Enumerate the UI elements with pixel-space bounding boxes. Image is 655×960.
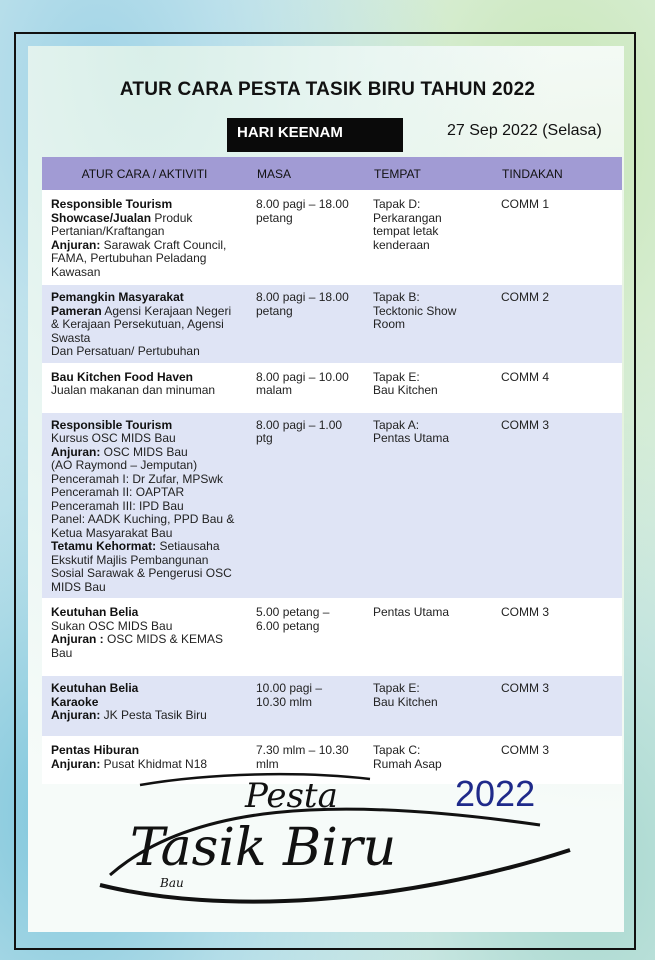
activity-line xyxy=(51,252,239,266)
activity-line xyxy=(51,709,239,723)
cell-action: COMM 1 xyxy=(492,191,622,284)
time-line: malam xyxy=(256,383,293,397)
place-line: Bau Kitchen xyxy=(373,383,438,397)
activity-line xyxy=(51,266,239,280)
time-line: 7.30 mlm – 10.30 xyxy=(256,743,349,757)
activity-line xyxy=(51,696,239,710)
activity-text-rest: Pusat Khidmat N18 xyxy=(100,756,208,771)
place-line: Tapak E: xyxy=(373,681,420,695)
cell-activity xyxy=(42,675,247,737)
cell-activity xyxy=(42,191,247,284)
activity-line xyxy=(51,198,239,212)
activity-text: Responsible Tourism xyxy=(51,417,173,432)
activity-text: Ekskutif Majlis Pembangunan xyxy=(51,552,209,567)
time-line: mlm xyxy=(256,756,279,771)
activity-text: MIDS Bau xyxy=(51,579,106,594)
activity-text: Penceramah I: Dr Zufar, MPSwk xyxy=(51,471,224,486)
activity-line xyxy=(51,606,239,620)
activity-text: Anjuran: xyxy=(51,756,101,771)
place-line: Tapak C: xyxy=(373,743,421,757)
time-line: 5.00 petang – xyxy=(256,605,330,619)
activity-text: FAMA, Pertubuhan Peladang xyxy=(51,251,207,265)
activity-line xyxy=(51,633,239,647)
activity-text-rest: Agensi Kerajaan Negeri xyxy=(101,303,232,318)
place-line: tempat letak xyxy=(373,224,439,238)
activity-text: Keutuhan Belia xyxy=(51,681,139,695)
time-line: 8.00 pagi – 18.00 xyxy=(256,197,349,211)
place-line: Bau Kitchen xyxy=(373,694,438,709)
activity-line xyxy=(51,384,239,398)
activity-line xyxy=(51,446,239,460)
activity-line xyxy=(51,513,239,527)
activity-text: Sukan OSC MIDS Bau xyxy=(51,618,173,633)
table-row xyxy=(42,364,622,412)
activity-line xyxy=(51,239,239,253)
activity-text: Anjuran: xyxy=(51,708,101,722)
activity-line xyxy=(51,540,239,554)
place-line: Tapak E: xyxy=(373,369,420,384)
activity-text-rest: OSC MIDS & KEMAS xyxy=(103,632,224,646)
place-line: Tecktonic Show xyxy=(373,303,457,318)
cell-time xyxy=(247,599,364,675)
activity-text: Pemangkin Masyarakat xyxy=(51,290,184,304)
cell-action: COMM 3 xyxy=(492,737,622,784)
cell-place xyxy=(364,364,492,412)
activity-text: Swasta xyxy=(51,330,91,345)
time-line: ptg xyxy=(256,431,273,445)
activity-line xyxy=(51,371,239,385)
table-row xyxy=(42,599,622,675)
activity-line xyxy=(51,744,239,758)
cell-activity xyxy=(42,364,247,412)
time-line: 10.00 pagi – xyxy=(256,681,323,695)
activity-text-rest: Sarawak Craft Council, xyxy=(100,237,227,252)
cell-place xyxy=(364,675,492,737)
time-line: 6.00 petang xyxy=(256,618,320,633)
logo-year: 2022 xyxy=(455,773,536,814)
activity-text: Pentas Hiburan xyxy=(51,743,140,757)
cell-time xyxy=(247,364,364,412)
logo-word-pesta: Pesta xyxy=(245,776,338,816)
cell-time xyxy=(247,284,364,364)
activity-text-rest: Produk xyxy=(151,210,193,225)
time-line: 10.30 mlm xyxy=(256,694,313,709)
activity-line xyxy=(51,567,239,581)
cell-activity xyxy=(42,599,247,675)
activity-text: Karaoke xyxy=(51,694,99,709)
place-line: Perkarangan xyxy=(373,210,442,225)
activity-line xyxy=(51,473,239,487)
activity-line xyxy=(51,212,239,226)
activity-text: Bau xyxy=(51,645,73,660)
activity-text: Pertanian/Kraftangan xyxy=(51,224,165,238)
cell-place xyxy=(364,191,492,284)
cell-action: COMM 4 xyxy=(492,364,622,412)
cell-place xyxy=(364,599,492,675)
place-line: Tapak A: xyxy=(373,417,420,432)
activity-text: Bau Kitchen Food Haven xyxy=(51,369,194,384)
table-row xyxy=(42,675,622,737)
activity-line xyxy=(51,459,239,473)
cell-time xyxy=(247,412,364,600)
activity-text: Anjuran : xyxy=(51,632,104,646)
cell-action: COMM 2 xyxy=(492,284,622,364)
time-line: petang xyxy=(256,210,293,225)
cell-time xyxy=(247,675,364,737)
activity-text: Penceramah II: OAPTAR xyxy=(51,485,185,499)
cell-time xyxy=(247,191,364,284)
day-label: HARI KEENAM xyxy=(227,118,403,152)
activity-line xyxy=(51,419,239,433)
table-row xyxy=(42,191,622,284)
activity-line xyxy=(51,527,239,541)
activity-text: Dan Persatuan/ Pertubuhan xyxy=(51,344,200,358)
activity-text: Kawasan xyxy=(51,264,101,279)
activity-text: Showcase/Jualan xyxy=(51,210,152,225)
activity-line xyxy=(51,225,239,239)
activity-text-rest: OSC MIDS Bau xyxy=(100,444,188,459)
activity-text: Pameran xyxy=(51,303,102,318)
logo-word-bau: Bau xyxy=(160,876,184,890)
poster-title: ATUR CARA PESTA TASIK BIRU TAHUN 2022 xyxy=(119,79,536,100)
time-line: 8.00 pagi – 1.00 xyxy=(256,417,343,432)
cell-action: COMM 3 xyxy=(492,412,622,600)
activity-text: Kursus OSC MIDS Bau xyxy=(51,431,176,445)
activity-line xyxy=(51,486,239,500)
activity-text: Penceramah III: IPD Bau xyxy=(51,498,184,513)
cell-place xyxy=(364,412,492,600)
activity-line xyxy=(51,500,239,514)
time-line: petang xyxy=(256,303,293,318)
activity-line xyxy=(51,620,239,634)
cell-activity xyxy=(42,412,247,600)
cell-activity xyxy=(42,284,247,364)
place-line: Pentas Utama xyxy=(373,431,450,445)
activity-line xyxy=(51,345,239,359)
place-line: kenderaan xyxy=(373,237,430,252)
activity-line xyxy=(51,291,239,305)
cell-place xyxy=(364,284,492,364)
activity-line xyxy=(51,554,239,568)
activity-text: Sosial Sarawak & Pengerusi OSC xyxy=(51,566,232,580)
activity-text: Tetamu Kehormat: xyxy=(51,539,157,553)
activity-line xyxy=(51,318,239,332)
activity-text: Jualan makanan dan minuman xyxy=(51,383,216,397)
event-date: 27 Sep 2022 (Selasa) xyxy=(447,122,602,139)
header-place: TEMPAT xyxy=(364,157,492,191)
place-line: Tapak B: xyxy=(373,290,420,304)
activity-line xyxy=(51,682,239,696)
schedule-table xyxy=(42,157,622,784)
activity-line xyxy=(51,305,239,319)
place-line: Tapak D: xyxy=(373,197,421,211)
activity-text: Keutuhan Belia xyxy=(51,605,139,619)
activity-text: Anjuran: xyxy=(51,237,101,252)
activity-text: & Kerajaan Persekutuan, Agensi xyxy=(51,317,224,331)
table-row xyxy=(42,284,622,364)
activity-text: Ketua Masyarakat Bau xyxy=(51,525,173,540)
cell-action: COMM 3 xyxy=(492,675,622,737)
logo-word-tasik-biru: Tasik Biru xyxy=(130,818,397,878)
activity-line xyxy=(51,332,239,346)
table-row xyxy=(42,412,622,600)
activity-line xyxy=(51,432,239,446)
activity-text-rest: JK Pesta Tasik Biru xyxy=(100,708,207,722)
activity-text: (AO Raymond – Jemputan) xyxy=(51,458,198,472)
activity-text: Anjuran: xyxy=(51,444,101,459)
header-time: MASA xyxy=(247,157,364,191)
activity-line xyxy=(51,647,239,661)
place-line: Rumah Asap xyxy=(373,756,442,771)
header-activity: ATUR CARA / AKTIVITI xyxy=(42,157,247,191)
time-line: 8.00 pagi – 18.00 xyxy=(256,290,349,304)
time-line: 8.00 pagi – 10.00 xyxy=(256,369,349,384)
activity-text-rest: Setiausaha xyxy=(156,539,220,553)
place-line: Room xyxy=(373,317,406,331)
activity-text: Responsible Tourism xyxy=(51,197,173,211)
activity-text: Panel: AADK Kuching, PPD Bau & xyxy=(51,512,235,526)
cell-action: COMM 3 xyxy=(492,599,622,675)
table-header-row xyxy=(42,157,622,191)
header-action: TINDAKAN xyxy=(492,157,622,191)
activity-line xyxy=(51,581,239,595)
place-line: Pentas Utama xyxy=(373,605,450,619)
